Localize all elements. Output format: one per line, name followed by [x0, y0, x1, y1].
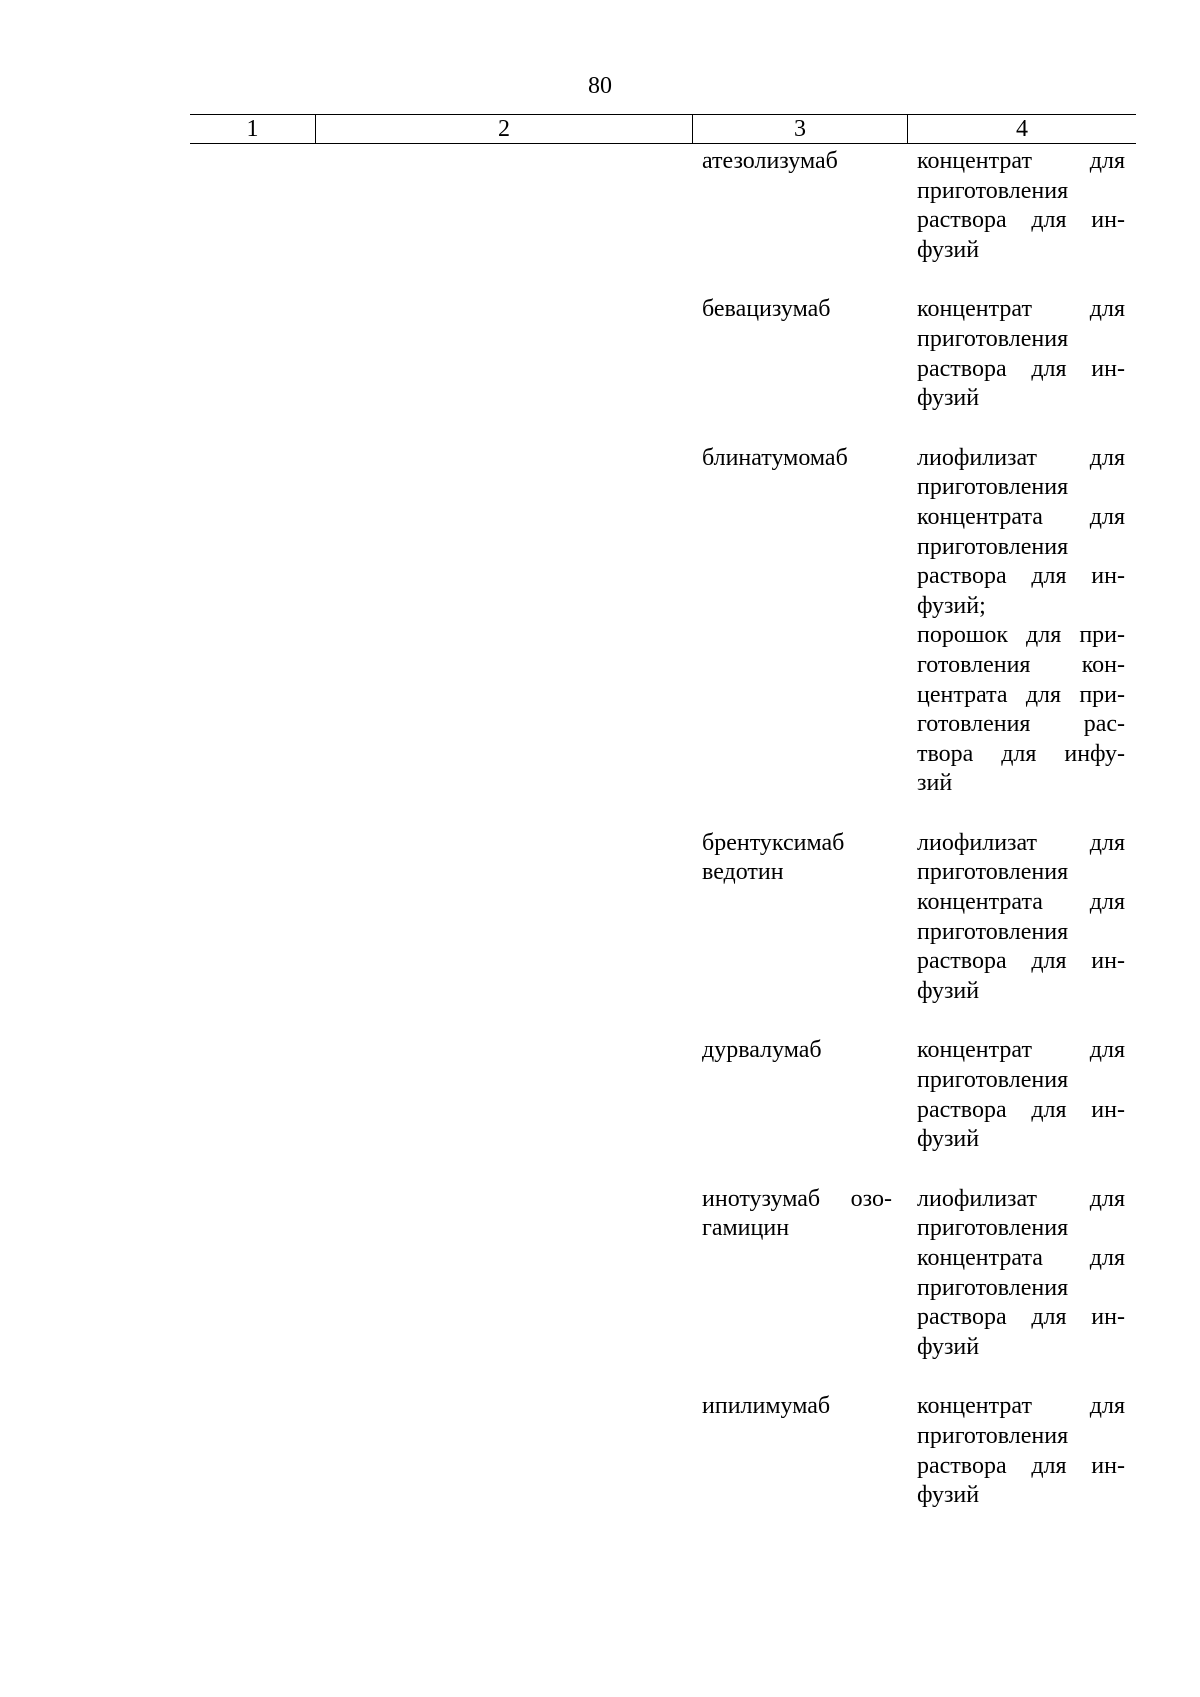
- dosage-form-line: раствора для ин-: [917, 1096, 1125, 1123]
- dosage-form-line: фузий: [917, 1482, 980, 1509]
- dosage-form-cell: [917, 829, 1125, 1007]
- dosage-form-line: фузий: [917, 977, 980, 1004]
- dosage-form-cell: [917, 147, 1125, 265]
- dosage-form-line: раствора для ин-: [917, 355, 1125, 382]
- drug-name-cell: [702, 1185, 900, 1363]
- dosage-form-line: фузий: [917, 1333, 980, 1360]
- drug-name-line: ипилимумаб: [702, 1393, 831, 1420]
- dosage-form-line: концентрат для: [917, 296, 1125, 323]
- dosage-form-line: лиофилизат для: [917, 1185, 1125, 1212]
- dosage-form-line: зий: [917, 770, 953, 797]
- dosage-form-line: приготовления: [917, 474, 1069, 501]
- drug-name-line: инотузумаб озо-: [702, 1185, 892, 1212]
- drug-name-line: ведотин: [702, 859, 784, 886]
- drug-name-line: блинатумомаб: [702, 444, 848, 471]
- dosage-form-cell: [917, 1185, 1125, 1363]
- dosage-form-line: приготовления: [917, 1274, 1069, 1301]
- column-header-3: 3: [692, 115, 907, 143]
- dosage-form-line: готовления рас-: [917, 711, 1125, 738]
- dosage-form-line: приготовления: [917, 533, 1069, 560]
- dosage-form-line: раствора для ин-: [917, 1452, 1125, 1479]
- drug-name-line: гамицин: [702, 1215, 790, 1242]
- dosage-form-line: концентрата для: [917, 503, 1125, 530]
- dosage-form-line: концентрат для: [917, 148, 1125, 174]
- column-header-1: 1: [246, 116, 259, 142]
- column-header-4: 4: [907, 115, 1136, 143]
- dosage-form-cell: [917, 295, 1125, 413]
- dosage-form-cell: [917, 1036, 1125, 1154]
- table-row: [0, 1185, 1200, 1363]
- dosage-form-line: порошок для при-: [917, 622, 1125, 649]
- dosage-form-line: фузий: [917, 385, 980, 412]
- drug-name-cell: [702, 295, 900, 413]
- dosage-form-line: готовления кон-: [917, 651, 1125, 678]
- drug-name-cell: [702, 147, 900, 265]
- dosage-form-line: приготовления: [917, 1422, 1069, 1449]
- dosage-form-line: концентрат для: [917, 1393, 1125, 1420]
- dosage-form-line: лиофилизат для: [917, 444, 1125, 471]
- dosage-form-line: центрата для при-: [917, 681, 1125, 708]
- drug-name-cell: [702, 444, 900, 799]
- dosage-form-line: раствора для ин-: [917, 1304, 1125, 1331]
- table-body: [0, 147, 1200, 1541]
- dosage-form-line: концентрат для: [917, 1037, 1125, 1064]
- column-header-2: 2: [315, 115, 692, 143]
- dosage-form-line: раствора для ин-: [917, 948, 1125, 975]
- table-row: [0, 1392, 1200, 1510]
- dosage-form-cell: [917, 444, 1125, 799]
- table-row: [0, 444, 1200, 799]
- table-header-row: [190, 114, 1136, 144]
- drug-name-line: дурвалумаб: [702, 1037, 822, 1064]
- drug-name-cell: [702, 1392, 900, 1510]
- dosage-form-line: раствора для ин-: [917, 563, 1125, 590]
- drug-name-line: бевацизумаб: [702, 296, 831, 323]
- dosage-form-line: фузий: [917, 1126, 980, 1153]
- dosage-form-line: концентрата для: [917, 1245, 1125, 1271]
- dosage-form-line: приготовления: [917, 1067, 1069, 1094]
- page-number: 80: [588, 73, 612, 99]
- drug-name-line: атезолизумаб: [702, 148, 838, 174]
- table-row: [0, 829, 1200, 1007]
- dosage-form-line: раствора для ин-: [917, 207, 1125, 234]
- dosage-form-line: приготовления: [917, 177, 1069, 204]
- dosage-form-line: приготовления: [917, 918, 1069, 945]
- dosage-form-line: приготовления: [917, 1215, 1069, 1242]
- dosage-form-line: приготовления: [917, 859, 1069, 886]
- dosage-form-line: фузий;: [917, 592, 986, 619]
- dosage-form-line: фузий: [917, 236, 980, 263]
- dosage-form-line: приготовления: [917, 325, 1069, 352]
- table-row: [0, 147, 1200, 265]
- dosage-form-line: концентрата для: [917, 889, 1125, 916]
- table-row: [0, 1036, 1200, 1154]
- dosage-form-line: твора для инфу-: [917, 740, 1125, 767]
- table-row: [0, 295, 1200, 413]
- drug-name-line: брентуксимаб: [702, 829, 845, 856]
- dosage-form-cell: [917, 1392, 1125, 1510]
- drug-name-cell: [702, 1036, 900, 1154]
- dosage-form-line: лиофилизат для: [917, 829, 1125, 856]
- drug-name-cell: [702, 829, 900, 1007]
